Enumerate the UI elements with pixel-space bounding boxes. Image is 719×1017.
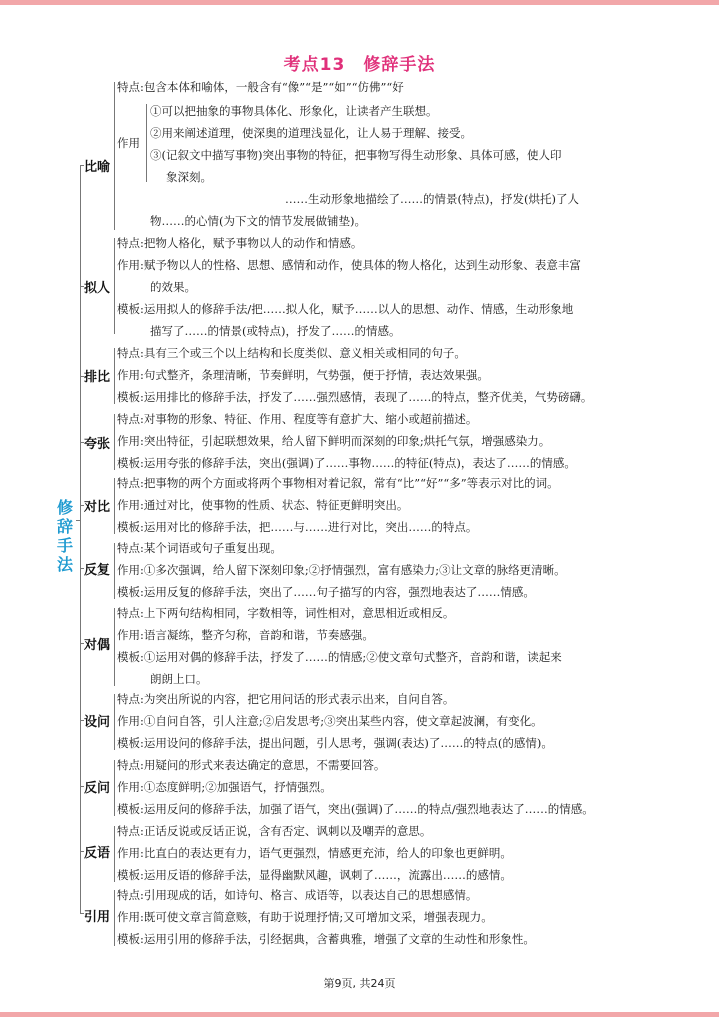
template-text: 模板:运用对比的修辞手法，把……与……进行对比，突出……的特点。 <box>117 520 478 534</box>
section-bracket <box>114 608 115 686</box>
section-name: 反语 <box>84 846 111 861</box>
bottom-border <box>0 1012 719 1017</box>
section-name: 排比 <box>84 370 111 385</box>
section-bracket <box>114 82 115 230</box>
template-text: 模板:运用反问的修辞手法，加强了语气，突出(强调)了……的特点/强烈地表达了……的情感。 <box>117 802 594 816</box>
feature-text: 特点:具有三个或三个以上结构和长度类似、意义相关或相同的句子。 <box>117 346 466 360</box>
use-item: ①可以把抽象的事物具体化、形象化，让读者产生联想。 <box>150 104 438 118</box>
template-text: 物……的心情(为下文的情节发展做铺垫)。 <box>150 214 366 228</box>
template-text: ……生动形象地描绘了……的情景(特点)，抒发(烘托)了人 <box>285 192 579 206</box>
section-bracket <box>114 478 115 534</box>
feature-text: 特点:把事物的两个方面或将两个事物相对着记叙，常有“比”“好”“多”等表示对比的词。 <box>117 476 559 490</box>
section-name: 对偶 <box>84 638 111 653</box>
feature-text: 特点:正话反说或反话正说，含有否定、讽刺以及嘲弄的意思。 <box>117 824 432 838</box>
feature-text: 特点:上下两句结构相同，字数相等，词性相对，意思相近或相反。 <box>117 606 455 620</box>
section-name: 反问 <box>84 781 111 796</box>
uses-bracket <box>146 104 147 182</box>
use-text: 作用:语言凝练，整齐匀称，音韵和谐，节奏感强。 <box>117 628 374 642</box>
section-bracket <box>114 348 115 404</box>
brace-hook <box>76 520 81 521</box>
template-text: 朗朗上口。 <box>150 672 208 686</box>
feature-text: 特点:对事物的形象、特征、作用、程度等有意扩大、缩小或超前描述。 <box>117 412 478 426</box>
use-text: 作用:句式整齐，条理清晰，节奏鲜明，气势强，便于抒情，表达效果强。 <box>117 368 489 382</box>
section-bracket <box>114 543 115 599</box>
use-item: ③(记叙文中描写事物)突出事物的特征，把事物写得生动形象、具体可感，使人印 <box>150 148 562 162</box>
use-item: 象深刻。 <box>166 170 212 184</box>
use-text: 作用:①态度鲜明;②加强语气，抒情强烈。 <box>117 780 332 794</box>
template-text: 模板:运用反复的修辞手法，突出了……句子描写的内容，强烈地表达了……情感。 <box>117 585 535 599</box>
template-text: 模板:运用设问的修辞手法，提出问题，引人思考，强调(表达)了……的特点(的感情)。 <box>117 736 553 750</box>
template-text: 模板:运用排比的修辞手法，抒发了……强烈感情，表现了……的特点，整齐优美，气势磅礴。 <box>117 390 593 404</box>
section-bracket <box>114 890 115 946</box>
use-text: 的效果。 <box>150 280 196 294</box>
feature-text: 特点:包含本体和喻体，一般含有“像”“是”“如”“仿佛”“好 <box>117 80 404 94</box>
section-name: 比喻 <box>84 160 111 175</box>
use-text: 作用:比直白的表达更有力，语气更强烈，情感更充沛，给人的印象也更鲜明。 <box>117 846 512 860</box>
use-item: ②用来阐述道理，使深奥的道理浅显化，让人易于理解、接受。 <box>150 126 472 140</box>
template-text: 模板:运用夸张的修辞手法，突出(强调)了……事物……的特征(特点)，表达了……的情感。 <box>117 456 576 470</box>
section-name: 反复 <box>84 563 111 578</box>
feature-text: 特点:把物人格化，赋予事物以人的动作和情感。 <box>117 236 363 250</box>
section-name: 拟人 <box>84 281 111 296</box>
uses-label: 作用 <box>117 136 140 150</box>
top-border <box>0 0 719 5</box>
use-text: 作用:赋予物以人的性格、思想、感情和动作，使具体的物人格化，达到生动形象、表意丰富 <box>117 258 581 272</box>
section-bracket <box>114 414 115 470</box>
brace-spine <box>80 165 81 913</box>
section-bracket <box>114 826 115 882</box>
feature-text: 特点:为突出所说的内容，把它用问话的形式表示出来，自问自答。 <box>117 692 455 706</box>
template-text: 模板:运用拟人的修辞手法/把……拟人化，赋予……以人的思想、动作、情感，生动形象地 <box>117 302 574 316</box>
feature-text: 特点:用疑问的形式来表达确定的意思，不需要回答。 <box>117 758 386 772</box>
section-name: 引用 <box>84 910 111 925</box>
section-bracket <box>114 694 115 750</box>
use-text: 作用:①多次强调，给人留下深刻印象;②抒情强烈，富有感染力;③让文章的脉络更清晰。 <box>117 563 566 577</box>
section-bracket <box>114 760 115 816</box>
use-text: 作用:①自问自答，引人注意;②启发思考;③突出某些内容，使文章起波澜，有变化。 <box>117 714 543 728</box>
section-name: 设问 <box>84 715 111 730</box>
section-name: 夸张 <box>84 437 111 452</box>
template-text: 描写了……的情景(或特点)，抒发了……的情感。 <box>150 324 401 338</box>
template-text: 模板:运用反语的修辞手法，显得幽默风趣，讽刺了……，流露出……的感情。 <box>117 868 512 882</box>
use-text: 作用:既可使文章言简意赅，有助于说理抒情;又可增加文采，增强表现力。 <box>117 910 493 924</box>
template-text: 模板:运用引用的修辞手法，引经据典，含蓄典雅，增强了文章的生动性和形象性。 <box>117 932 535 946</box>
page-title: 考点13 修辞手法 <box>283 55 436 75</box>
use-text: 作用:突出特征，引起联想效果，给人留下鲜明而深刻的印象;烘托气氛，增强感染力。 <box>117 434 551 448</box>
section-name: 对比 <box>84 500 111 515</box>
template-text: 模板:①运用对偶的修辞手法，抒发了……的情感;②使文章句式整齐，音韵和谐，读起来 <box>117 650 562 664</box>
page-number: 第9页, 共24页 <box>323 977 396 990</box>
feature-text: 特点:引用现成的话，如诗句、格言、成语等，以表达自己的思想感情。 <box>117 888 478 902</box>
side-title: 修辞手法 <box>56 498 73 574</box>
section-bracket <box>114 238 115 334</box>
use-text: 作用:通过对比，使事物的性质、状态、特征更鲜明突出。 <box>117 498 409 512</box>
feature-text: 特点:某个词语或句子重复出现。 <box>117 541 282 555</box>
